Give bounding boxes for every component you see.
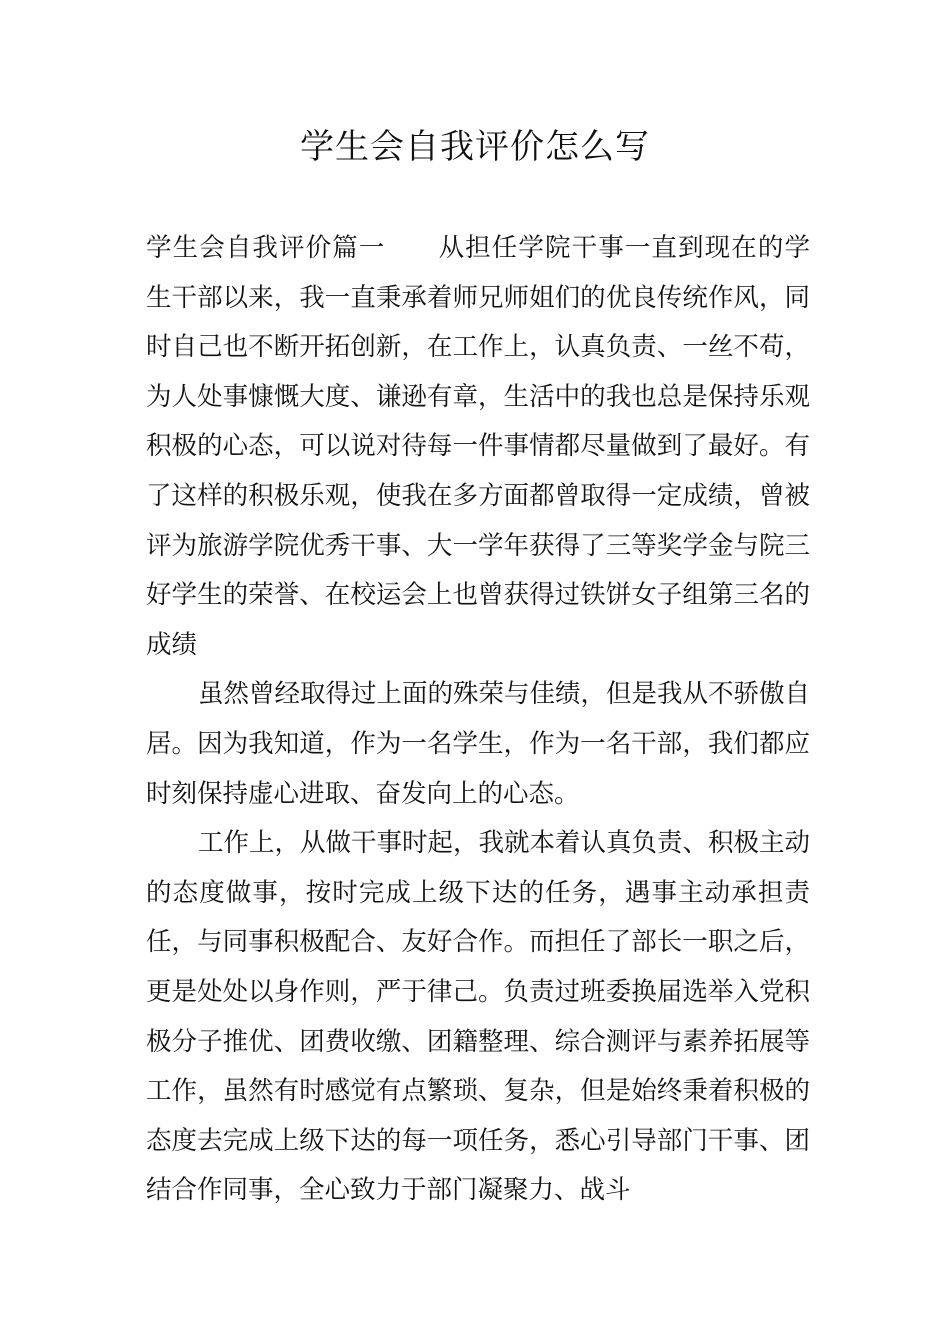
paragraph-lead: 学生会自我评价篇一 bbox=[146, 233, 386, 263]
document-body bbox=[146, 224, 810, 1216]
paragraph-3: 工作上，从做干事时起，我就本着认真负责、积极主动的态度做事，按时完成上级下达的任务，遇事主动承担责任，与同事积极配合、友好合作。而担任了部长一职之后，更是处处以身作则，严于律己。负责过班委换届选举入党积极分子推优、团费收缴、团籍整理、综合测评与素养拓展等工作，虽然有时感觉有点繁琐、复杂，但是始终秉着积极的态度去完成上级下达的每一项任务，悉心引导部门干事、团结合作同事，全心致力于部门凝聚力、战斗 bbox=[146, 828, 811, 1206]
paragraph-1 bbox=[146, 224, 810, 670]
paragraph-text: 从担任学院干事一直到现在的学生干部以来，我一直秉承着师兄师姐们的优良传统作风，同时自己也不断开拓创新，在工作上，认真负责、一丝不苟，为人处事慷慨大度、谦逊有章，生活中的我也总是保持乐观积极的心态，可以说对待每一件事情都尽量做到了最好。有了这样的积极乐观，使我在多方面都曾取得一定成绩，曾被评为旅游学院优秀干事、大一学年获得了三等奖学金与院三好学生的荣誉、在校运会上也曾获得过铁饼女子组第三名的成绩 bbox=[146, 233, 810, 660]
paragraph-2: 虽然曾经取得过上面的殊荣与佳绩，但是我从不骄傲自居。因为我知道，作为一名学生，作为一名干部，我们都应时刻保持虚心进取、奋发向上的心态。 bbox=[146, 679, 811, 809]
document-title: 学生会自我评价怎么写 bbox=[300, 127, 650, 167]
